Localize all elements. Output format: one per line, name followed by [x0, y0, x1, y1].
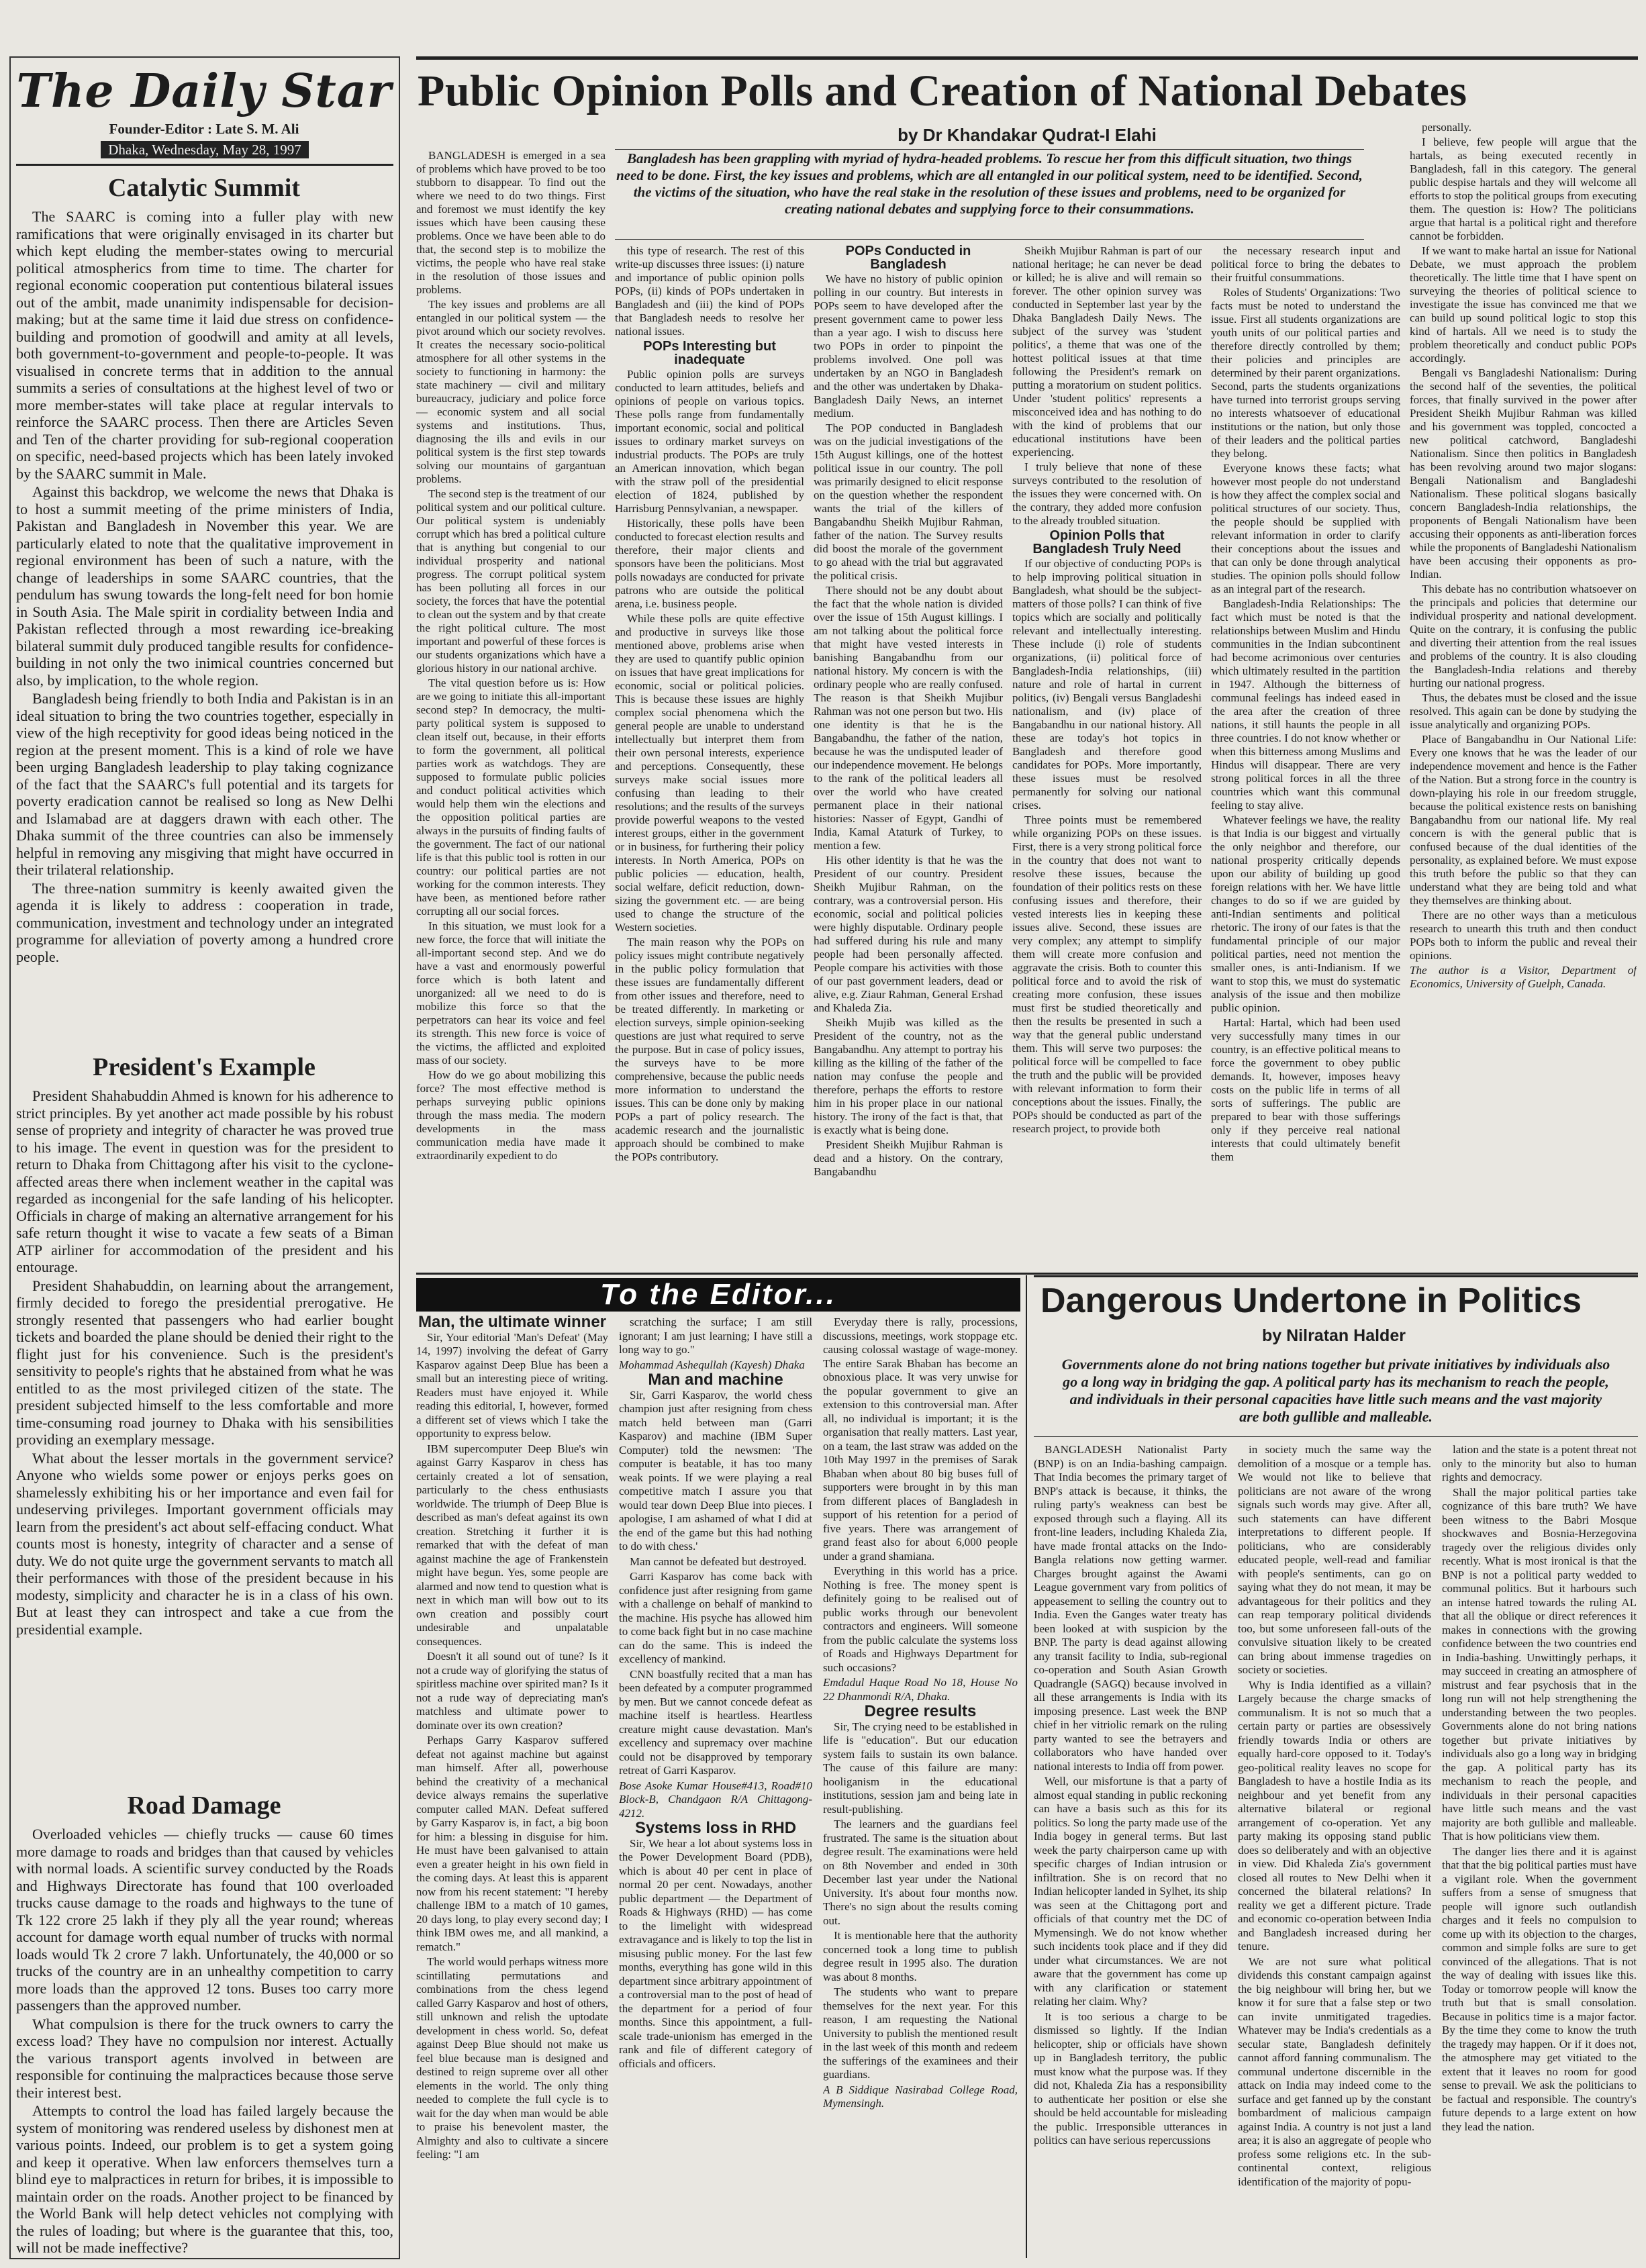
paragraph: There should not be any doubt about the fact that the whole nation is divided over the issue of 15th August killings. I am not talking about the political force that might have vested interests in banishing Bangabandhu from our national history. My concern is with the ordinary people who are really confused. The reason is that Sheikh Mujibur Rahman was not one person but two. His one identity is that he is the Bangabandhu, the father of the nation, because he was the undisputed leader of our independence movement. He belongs to the rank of the political leaders all over the world who have created permanent place in their national histories: Nasser of Egypt, Gandhi of India, Kamal Ataturk of Turkey, to mention a few. — [814, 584, 1003, 852]
feature-column-6 — [1410, 121, 1637, 1269]
letters-column-1 — [416, 1316, 608, 2258]
paragraph: Sir, The crying need to be established in life is "education". But our education system fails to sustain its own balance. The cause of this failure are many: hooliganism in the educational institutions, session jam and being late in result-publishing. — [823, 1720, 1018, 1816]
paragraph: In this situation, we must look for a new force, the force that will initiate the all-important second step. And we do have a vast and enormously powerful force which is both latent and unorganized: all we need to do is mobilize this force so that the perpetrators can hear its voice and feel its strength. This new force is voice of the victims, the afflicted and exploited mass of our society. — [416, 920, 606, 1067]
editorial-body-catalytic-summit — [16, 208, 393, 1040]
paragraph: Sir, We hear a lot about systems loss in the Power Development Board (PDB), which is about 40 per cent in place of normal 20 per cent. Nowadays, another public department — the Department of Roads & Highways (RHD) — has come to the limelight with widespread extravagance and is likely to top the list in misusing public money. For the last few months, everything has gone wild in this department since arbitrary appointment of a controversial man to the post of head of the department for a period of four months. Since this appointment, a full-scale trade-unionism has emerged in the rank and file of different category of officials and officers. — [619, 1836, 812, 2070]
paragraph: President Shahabuddin Ahmed is known for his adherence to strict principles. By yet another act made possible by his robust sense of propriety and integrity of character he was proved true to his image. The event in question was for the president to return to Dhaka from Chittagong after his visit to the cyclone-affected areas there when inclement weather in the capital was regarded as incongenial for the safe landing of his helicopter. Officials in charge of making an alternative arrangement for his safe return thought it wise to vacate a few seats of a Biman ATP airliner for accommodation of the president and his entourage. — [16, 1087, 393, 1275]
paragraph: Sheikh Mujibur Rahman is part of our national heritage; he can never be dead or killed; he is alive and will remain so forever. The other opinion survey was conducted in September last year by the Dhaka Bangladesh Daily News. The subject of the survey was 'student politics', a theme that was one of the hottest political issues at that time following the President's remark on putting a moratorium on student politics. Under 'student politics' represents a misconceived idea and has nothing to do with the kind of problems that our educational institutions have been experiencing. — [1012, 244, 1202, 458]
paragraph: Attempts to control the load has failed largely because the system of monitoring was rendered useless by dishonest men at various points. Indeed, our problem is to get a system going and keep it operative. When law enforcers themselves turn a blind eye to malpractices in return for bribes, it is impossible to maintain order on the roads. Another project to be financed by the World Bank will help detect vehicles not complying with the rules of loading; but where is the guarantee that this, too, will not be made ineffective? — [16, 2102, 393, 2255]
editorial-title-catalytic-summit: Catalytic Summit — [107, 174, 301, 202]
paragraph: in society much the same way the demolition of a mosque or a temple has. We would not like to believe that politicians are not aware of the wrong signals such words may give. After all, such statements can have different interpretations to different people. If politicians, who are considerably educated people, well-read and familiar with people's sentiments, can go on saying what they do not mean, it may be advantageous for their politics and they can reap temporary political dividends too, but some unforeseen fall-outs of the convulsive situation likely to be created can bring about immense tragedies on society or societies. — [1238, 1443, 1431, 1676]
paragraph: The main reason why the POPs on policy issues might contribute negatively in the public policy formulation that these issues are fundamentally different from other issues and therefore, need to be treated differently. In marketing or election surveys, simple opinion-seeking questions are just what required to serve the purpose. But in case of policy issues, the surveys have to be more comprehensive, because the public needs more information to understand the issues. This can be done only by making POPs a part of policy research. The academic research and the journalistic approach should be combined to make the POPs contributory. — [615, 936, 804, 1163]
paragraph: This debate has no contribution whatsoever on the principals and policies that determine our individual prosperity and national development. Quite on the contrary, it is confusing the public and diverting their attention from the real issues and problems of the country. It is also clouding the Bangladesh-India relations and thereby hurting our national progress. — [1410, 583, 1637, 689]
paragraph: Against this backdrop, we welcome the news that Dhaka is to host a summit meeting of the prime ministers of India, Pakistan and Bangladesh in November this year. We are particularly elated to note that the qualitative improvement in regional environment has been of such a nature, with the change of leaderships in some SAARC countries, that the pendulum has swung towards the long-felt need for bon homie in South Asia. The Male spirit in cordiality between India and Pakistan reflected through a most rewarding ice-breaking bilateral summit duly produced tangible results for confidence-building in not only the two inimical countries concerned but also, by implication, to the whole region. — [16, 483, 393, 689]
feature-title: Public Opinion Polls and Creation of National Debates — [418, 66, 1467, 115]
paragraph: There are no other ways than a meticulous research to unearth this truth and then conduct POPs both to inform the public and reveal their opinions. — [1410, 909, 1637, 962]
paragraph: BANGLADESH Nationalist Party (BNP) is on an India-bashing campaign. That India becomes the primary target of BNP's attack is because, it thinks, the ruling party's weakness can best be exposed through such a flaying. All its front-line leaders, including Khaleda Zia, have made frontal attacks on the Indo-Bangla relations now getting warmer. Charges brought against the Awami League government vary from politics of appeasement to selling the country out to India. Even the Ganges water treaty has been looked at with suspicion by the BNP. The party is dead against allowing any transit facility to India, sub-regional co-operation and South Asian Growth Quadrangle (SAGQ) because involved in all these arrangements is India with its imposing presence. Last week the BNP chief in her vitriolic remark on the ruling party wanted to see the betrayers and collaborators who have handed over national interests to India off from power. — [1034, 1443, 1227, 1773]
paragraph: We have no history of public opinion polling in our country. But interests in POPs seem to have developed after the present government came to power less than a year ago. I wish to discuss here two POPs in order to pinpoint the problems involved. One poll was undertaken by an NGO in Bangladesh and the other was undertaken by Dhaka-Bangladesh Daily News, an internet medium. — [814, 273, 1003, 420]
paragraph: Three points must be remembered while organizing POPs on these issues. First, there is a very strong political force in the country that does not want to resolve these issues, because the foundation of their politics rests on these confusing issues and therefore, their vested interests lies in keeping these issues alive. Second, these issues are very complex; any attempt to simplify them will create more confusion and aggravate the crisis. Both to counter this political force and to avoid the risk of creating more confusion, these issues must first be studied theoretically and then the results be presented in such a way that the general public understand them. This will serve two purposes: the political force will be compelled to face the truth and the public will be provided with relevant information to form their conceptions about the issues. Finally, the POPs should be conducted as part of the research project, to provide both — [1012, 813, 1202, 1135]
paragraph: We are not sure what political dividends this constant campaign against the big neighbour will bring her, but we know it for sure that a false step or two can invite unmitigated tragedies. Whatever may be India's credentials as a secular state, Bangladesh definitely cannot afford fanning communalism. The communal undertone discernible in the attack on India may indeed come to the surface and get fanned up by the constant bombardment of malicious campaign against India. A country is not just a land area; it is also an aggregate of people who profess some religions etc. In the sub-continental context, religious identification of the majority of popu- — [1238, 1955, 1431, 2188]
paragraph: The second step is the treatment of our political system and our political culture. Our political system is undeniably corrupt which has bred a political culture that is anything but congenial to our individual prosperity and national progress. The corrupt political system has been polluting all forces in our society, the forces that have the potential to clean out the system and by that create the right political culture. The most important and powerful of these forces is our students organizations which have a glorious history in our national archive. — [416, 487, 606, 675]
paragraph: While these polls are quite effective and productive in surveys like those mentioned above, problems arise when they are used to quantify public opinion on issues that have great implications for economic, social or political policies. This is because these issues are highly complex social phenomena which the general people are unable to understand intellectually but interpret them from their own personal interests, experience and perceptions. Consequently, these surveys make social issues more confusing than leading to their resolutions; and the results of the surveys provide powerful weapons to the vested interest groups, either in the government or in business, for furthering their policy interests. In North America, POPs on public policies — education, health, social welfare, deficit reduction, down-sizing the government etc. — are being used to change the structure of the Western societies. — [615, 612, 804, 934]
paragraph: Whatever feelings we have, the reality is that India is our biggest and virtually the only neighbor and therefore, our national prosperity critically depends upon our ability of building up good foreign relations with her. We have little changes to do so if we are guided by anti-Indian sentiments and political rhetoric. The irony of our fates is that the fundamental principle of our major political parties, need not mention the smaller ones, is anti-Indianism. If we want to stop this, we must do systematic analysis of the issue and then mobilize public opinion. — [1211, 813, 1400, 1014]
paragraph: The POP conducted in Bangladesh was on the judicial investigations of the 15th August killings, one of the hottest political issue in our country. The poll was primarily designed to elicit response on the question whether the respondent wants the trial of the killers of Bangabandhu Sheikh Mujibur Rahman, father of the nation. The Survey results did boost the morale of the government to go ahead with the trial but aggravated the political crisis. — [814, 422, 1003, 582]
feature-deck-rule-bottom — [615, 239, 1364, 240]
paragraph: If we want to make hartal an issue for National Debate, we must approach the problem theoretically. The little time that I have spent on surveying the theories of political science to investigate the issue has convinced me that we can build up sound political logic to stop this kind of hartals. All we need is to study the problem theoretically and conduct public POPs accordingly. — [1410, 244, 1637, 364]
feature-column-5 — [1211, 244, 1400, 1269]
paragraph: President Sheikh Mujibur Rahman is dead and a history. On the contrary, Bangabandhu — [814, 1138, 1003, 1178]
paragraph: Historically, these polls have been conducted to forecast election results and therefore, their major clients and sponsors have been the politicians. Most polls nowadays are conducted for private patrons who are outside the political arena, i.e. business people. — [615, 517, 804, 610]
paragraph: Why is India identified as a villain? Largely because the charge smacks of communalism. It is not so much that a certain party or parties are obsessively friendly towards India or others are equally hard-core opposed to it. Today's geo-political reality leaves no scope for Bangladesh to have a hostile India as its neighbour and yet benefit from any alternative bilateral or regional arrangement of co-operation. Yet any party making its opposing stand public does so deliberately and with an objective in view. Did Khaleda Zia's government closed all routes to New Delhi when it concerned the bilateral relations? In reality we get a different picture. Trade and economic co-operation between India and Bangladesh increased during her tenure. — [1238, 1678, 1431, 1953]
paragraph: Overloaded vehicles — chiefly trucks — cause 60 times more damage to roads and bridges than that caused by vehicles with normal loads. A scientific survey conducted by the Roads and Highways Directorate has found that 100 overloaded trucks cause damage to the roads and highways to the tune of Tk 122 crore 25 lakh if they ply all the year round; whereas account for damage worth equal number of trucks with normal loads would Tk 2 crore 7 lakh. Unfortunately, the 40,000 or so trucks of the country are in an unhealthy competition to carry more loads than the approved 12 tons. Buses too carry more passengers than the approved number. — [16, 1826, 393, 2014]
subheading: POPs Conducted in Bangladesh — [845, 244, 971, 272]
paragraph: CNN boastfully recited that a man has been defeated by a computer programmed by men. But we cannot concede defeat as machine itself is heartless. Heartless creature might cause devastation. Man's excellency and supremacy over machine could not be disapproved by temporary retreat of Garri Kasparov. — [619, 1667, 812, 1777]
second-feature-deck-rule — [1034, 1436, 1638, 1437]
paragraph: Doesn't it all sound out of tune? Is it not a crude way of glorifying the status of spiritless machine over spirited man? Is it not a rude way of depreciating man's matchless and ultimate power to dominate over its own creation? — [416, 1650, 608, 1732]
paragraph: Everyone knows these facts; what however most people do not understand is how they affect the complex social and political structures of our society. Thus, the people should be supplied with relevant information in order to clarify their conceptions about the issues and that can only be done through analytical studies. The opinion polls should follow as an integral part of the research. — [1211, 462, 1400, 595]
letter-signature: Bose Asoke Kumar House#413, Road#10 Block-B, Chandgaon R/A Chittagong-4212. — [619, 1779, 812, 1820]
paragraph: lation and the state is a potent threat not only to the minority but also to human rights and democracy. — [1442, 1443, 1637, 1483]
editorial-body-presidents-example — [16, 1087, 393, 1913]
letters-column-3 — [823, 1316, 1018, 2258]
second-feature-column-2 — [1238, 1443, 1431, 2258]
paragraph: Everyday there is rally, processions, discussions, meetings, work stoppage etc. causing colossal wastage of wage-money. The entire Sarak Bhaban has become an obnoxious place. It was very unwise for the popular government to give an extension to this controversial man. After all, no individual is important; it is the organisation that really matters. Last year, on a team, the last straw was added on the 10th May 1997 in the premises of Sarak Bhaban when about 80 big buses full of supporters were brought in by this man from different places of Bangladesh in support of his retention for a period of five years. There was arrangement of grand feast also for about 6,000 people under a grand shamiana. — [823, 1316, 1018, 1563]
letters-column-2 — [619, 1316, 812, 2258]
second-feature-byline: by Nilratan Halder — [1262, 1326, 1406, 1345]
paragraph: Perhaps Garry Kasparov suffered defeat not against machine but against man himself. After all, powerhouse behind the creativity of a mechanical device always remains the superlative computer called MAN. Defeat suffered by Garry Kasparov is, in fact, a big boon for him: a blessing in disguise for him. He must have been galvanised to attain even a greater height in his own field in the coming days. At least this is apparent now from his recent statement: "I hereby challenge IBM to a match of 10 games, 20 days long, to play every second day; I think IBM owes me, and all mankind, a rematch." — [416, 1734, 608, 1953]
letter-signature: Emdadul Haque Road No 18, House No 22 Dhanmondi R/A, Dhaka. — [823, 1676, 1018, 1703]
paragraph: If our objective of conducting POPs is to help improving political situation in Bangladesh, what should be the subject-matters of those polls? I can think of five topics which are socially and politically relevant and intellectually interesting. These include (i) role of students organizations, (ii) political force of Bangladesh-India relationships, (iii) nature and role of hartal in current politics, (iv) Bengali versus Bangladeshi nationalism, and (iv) place of Bangabandhu in our national history. All these are today's hot topics in Bangladesh and therefore good candidates for POPs. More importantly, these issues must be resolved permanently for solving our national crises. — [1012, 557, 1202, 811]
paragraph: Bangladesh being friendly to both India and Pakistan is in an ideal situation to bring the two countries together, especially in view of the high receptivity for good ideas being noticed in the region at the present moment. This is a kind of role we have been urging Bangladesh leadership to play taking cognizance of the fact that the SAARC's full potential and its targets for poverty eradication cannot be realised so long as New Delhi and Islamabad are at daggers drawn with each other. The Dhaka summit of the three countries can also be immensely helpful in removing any misgiving that might have occurred in their trilateral relationship. — [16, 690, 393, 878]
paragraph: BANGLADESH is emerged in a sea of problems which have proved to be too stubborn to disappear. To find out the where we need to do two things. First and foremost we must identify the key issues which have been causing these problems. Once we have been able to do that, the second step is to mobilize the victims, the people who have real stake in the resolution of those issues and problems. — [416, 149, 606, 296]
paragraph: personally. — [1422, 121, 1471, 134]
second-feature-title: Dangerous Undertone in Politics — [1040, 1281, 1582, 1320]
letter-title: Man, the ultimate winner — [418, 1316, 607, 1331]
paragraph: Sheikh Mujib was killed as the President of the country, not as the Bangabandhu. Any attempt to portray his killing as the killing of the father of the nation may confuse the people and therefore, perhaps the efforts to restore him in his proper place in our national history. The irony of the fact is that, that is exactly what is being done. — [814, 1016, 1003, 1136]
paragraph: It is too serious a charge to be dismissed so lightly. If the Indian helicopter, ship or officials have shown up in Bangladesh territory, the public must know what the purpose was. If they did not, Khaleda Zia has a responsibility to authenticate her position or else she should be held accountable for misleading the public. Irresponsible utterances in politics can have serious repercussions — [1034, 2010, 1227, 2147]
letter-signature: Mohammad Ashequllah (Kayesh) Dhaka — [619, 1358, 805, 1371]
feature-column-2 — [615, 244, 804, 1269]
paragraph: the necessary research input and political force to bring the debates to their fruitful consummations. — [1211, 244, 1400, 284]
paragraph: Garri Kasparov has come back with confidence just after resigning from game with a challenge on behalf of mankind to the machine. His psyche has allowed him to come back fight but in no case machine can do the same. This is indeed the excellency of mankind. — [619, 1570, 812, 1665]
paragraph: Place of Bangabandhu in Our National Life: Every one knows that he was the leader of our independence movement and hence is the Father of the Nation. But a strong force in the country is down-playing his role in our freedom struggle, because the political existence rests on banishing Bangabandhu from our national life. My real concern is with the general public that is confused because of the dual identities of the personality, as explained before. We must expose this truth before the public so that they can understand what they are being told and what they themselves are thinking about. — [1410, 733, 1637, 907]
feature-deck-rule-top — [615, 149, 1364, 150]
letter-title: Systems loss in RHD — [634, 1819, 797, 1837]
paragraph: Roles of Students' Organizations: Two facts must be noted to understand the issue. First all students organizations are youth units of our political parties and therefore directly controlled by them; their policies and principles are determined by their parent organizations. Second, parts the students organizations have turned into terrorist groups serving no interests whatsoever of educational institutions or the nation, but only those of their leaders and the political parties they belong. — [1211, 286, 1400, 460]
letter-title: Degree results — [864, 1702, 977, 1720]
section-vertical-rule — [1026, 1275, 1027, 2258]
paragraph: The world would perhaps witness more scintillating permutations and combinations from the chess legend called Garry Kasparov and host of others, still unknown and relish the uptodate development in chess world. So, defeat against Deep Blue should not make us feel blue because man is designed and destined to reign supreme over all other elements in the world. The only thing needed to complete the full cycle is to wait for the day when man would be able to praise his benevolent master, the Almighty and also to cultivate a sincere feeling: "I am — [416, 1955, 608, 2161]
paragraph: The key issues and problems are all entangled in our political system — the pivot around which our society revolves. It creates the necessary socio-political atmosphere for all other systems in the society to functioning in harmony: the state machinery — civil and military bureaucracy, judiciary and police force — economic system and all social systems and institutions. Thus, diagnosing the ills and evils in our political system is the first step towards solving our mountains of gargantuan problems. — [416, 298, 606, 485]
paragraph: I truly believe that none of these surveys contributed to the resolution of the issues they were concerned with. On the contrary, they added more confusion to the already troubled situation. — [1012, 460, 1202, 527]
paragraph: What about the lesser mortals in the government service? Anyone who wields some power or enjoys perks goes on shamelessly exhibiting his or her importance and even fail for undeserving privileges. Important government officials may learn from the president's act about self-effacing conduct. What counts most is honesty, integrity of character and a sense of duty. We do not quite urge the government servants to match all their performances with those of the president because in his modesty, simplicity and character he is in a class of his own. But at least they can introspect and take a cue from the presidential example. — [16, 1449, 393, 1638]
paragraph: The vital question before us is: How are we going to initiate this all-important second step? In democracy, the multi-party political system is supposed to clean itself out, because, in their efforts to form the government, all political parties work as watchdogs. They are supposed to formulate public policies and conduct political activities which would help them win the elections and the opposition political parties are always in the pursuits of finding faults of the government. The fact of our national life is that this public tool is rotten in our country: our political parties are not working for the common interests. They have been, as mentioned before rather corrupting all our social forces. — [416, 677, 606, 918]
paragraph: How do we go about mobilizing this force? The most effective method is perhaps surveying public opinions through the mass media. The modern developments in the mass communication media have made it extraordinarily expedient to do — [416, 1069, 606, 1162]
second-feature-deck: Governments alone do not bring nations together but private initiatives by individuals also go a long way in bridging the gap. A political party has its mechanism to reach the people, and individuals in their personal capacities have little such means and the vast majority are both gullible and malleable. — [1061, 1356, 1610, 1425]
second-feature-column-1 — [1034, 1443, 1227, 2258]
feature-column-3 — [814, 244, 1003, 1269]
paragraph: Thus, the debates must be closed and the issue resolved. This again can be done by studying the issue analytically and organizing POPs. — [1410, 691, 1637, 731]
feature-column-4 — [1012, 244, 1202, 1269]
letters-banner: To the Editor... — [416, 1278, 1020, 1312]
paragraph: Sir, Garri Kasparov, the world chess champion just after resigning from chess match held between man (Garri Kasparov) and machine (IBM Super Computer) told the newsmen: 'The computer is beatable, it has too many weak points. If we were playing a real competitive match I assure you that would tear down Deep Blue into pieces. I apologise, I am ashamed of what I did at the end of the game but this had nothing to do with chess.' — [619, 1388, 812, 1552]
paragraph: Everything in this world has a price. Nothing is free. The money spent is definitely going to be realised out of public works through our benevolent contractors and engineers. Will someone from the public calculate the systems loss of Roads and Highways Department for such occasions? — [823, 1565, 1018, 1674]
paragraph: IBM supercomputer Deep Blue's win against Garry Kasparov in chess has certainly created a lot of sensation, particularly to the chess enthusiasts worldwide. The triumph of Deep Blue is described as man's defeat against its own creation. Stretching it further it is remarked that with the defeat of man against machine the age of Frankenstein might have begun. Yes, some people are alarmed and now tend to question what is next in which man will bow out to its own creation and possibly court undesirable and unpalatable consequences. — [416, 1442, 608, 1648]
paragraph: Well, our misfortune is that a party of almost equal standing in public reckoning can have a basis such as this for its politics. So long the party made use of the India bogey in general terms. But last week the party chairperson came up with specific charges of Indian intrusion or infiltration. She is on record that no Indian helicopter landed in Sylhet, its ship was seen at the Chittagong port and officials of that country met the DC of Mymensingh. We do not know whether such incidents took place and if they did under what circumstances. We are not aware that the government has come up with any clarification or statement relating her claim. Why? — [1034, 1775, 1227, 2008]
paragraph: What compulsion is there for the truck owners to carry the excess load? They have no compulsion nor interest. Actually the various transport agents involved in between are responsible for continuing the malpractices because those serve their interest best. — [16, 2015, 393, 2101]
letter-signature: A B Siddique Nasirabad College Road, Mymensingh. — [823, 2083, 1018, 2110]
paragraph: The students who want to prepare themselves for the next year. For this reason, I am requesting the National University to publish the mentioned result in the last week of this month and redeem the sufferings of the examinees and their guardians. — [823, 1985, 1018, 2081]
editorial-title-road-damage: Road Damage — [127, 1791, 281, 1820]
letter-title: Man and machine — [648, 1371, 783, 1389]
masthead-rule — [16, 164, 393, 166]
paragraph: It is mentionable here that the authority concerned took a long time to publish degree result in 1995 also. The duration was about 8 months. — [823, 1929, 1018, 1983]
masthead-founder: Founder-Editor : Late S. M. Ali — [109, 121, 299, 137]
paragraph: The danger lies there and it is against that that the big political parties must have a vigilant role. When the government suffers from a sense of smugness that people will ignore such outlandish charges and it feels no compulsion to come up with its objection to the charges, common and simple folks are sure to get convinced of the allegations. That is not the way of dealing with issues like this. Today or tomorrow people will know the truth but that is small consolation. Because in politics time is a major factor. By the time they come to know the truth the tragedy may happen. Or if it does not, the atmosphere may get vitiated to the extent that it leaves no room for good sense to prevail. We ask the politicians to be factual and responsible. The country's future depends to a large extent on how they lead the nation. — [1442, 1844, 1637, 2133]
paragraph: Bangladesh-India Relationships: The fact which must be noted is that the relationships between Muslim and Hindu communities in the Indian subcontinent had become acrimonious over centuries which ultimately resulted in the partition in 1947. Although the bitterness of communal feelings has indeed eased in the area after the creation of three nations, it still haunts the people in all three countries. I do not know whether or when this bitterness among Muslims and Hindus will disappear. There are very strong political forces in all the three countries which want this communal feeling to stay alive. — [1211, 597, 1400, 811]
paragraph: I believe, few people will argue that the hartals, as being executed recently in Bangladesh, fall in this category. The general public despise hartals and they will welcome all efforts to stop the political groups from executing them. The question is: How? The politicians argue that hartal is a political right and therefore cannot be forbidden. — [1410, 136, 1637, 242]
paragraph: scratching the surface; I am still ignorant; I am just learning; I have still a long way to go." — [619, 1316, 812, 1356]
feature-deck: Bangladesh has been grappling with myriad of hydra-headed problems. To rescue her from this difficult situation, two things need to be done. First, the key issues and problems, which are all entangled in our political system, need to be identified. Second, the victims of the situation, who have the real stake in the resolution of these issues and problems, need to be organized for creating national debates and supplying force to their consummations. — [616, 150, 1363, 217]
paragraph: The learners and the guardians feel frustrated. The same is the situation about degree result. The examinations were held on 8th November and ended in 30th December last year under the National University. It's about four months now. There's no sign about the results coming out. — [823, 1818, 1018, 1927]
paragraph: Hartal: Hartal, which had been used very successfully many times in our country, is an effective political means to force the government to obey public demands. It, however, imposes heavy costs on the public life in terms of all sorts of sufferings. The public are prepared to bear with those sufferings only if they perceive real national interests that could ultimately benefit them — [1211, 1016, 1400, 1163]
paragraph: Sir, Your editorial 'Man's Defeat' (May 14, 1997) involving the defeat of Garry Kasparov against Deep Blue has been a small but an interesting piece of writing. Readers must have enjoyed it. While reading this editorial, I, however, formed a different set of views which I take the opportunity to express below. — [416, 1330, 608, 1440]
paragraph: Man cannot be defeated but destroyed. — [630, 1555, 807, 1568]
paragraph: The three-nation summitry is keenly awaited given the agenda it is likely to address : cooperation in trade, communication, investment and technology under an integrated programme for alleviation of poverty among a hundred crore people. — [16, 879, 393, 965]
feature-byline: by Dr Khandakar Qudrat-I Elahi — [898, 125, 1157, 145]
paragraph: Shall the major political parties take cognizance of this bare truth? We have been witness to the Babri Mosque shockwaves and Bosnia-Herzegovina tragedy over the religious divides only recently. What is most ironical is that the BNP is not a political party wedded to communal politics. But it harbours such an intense hatred towards the ruling AL that all the oblique or direct references it makes in connections with the growing confidence between the two countries end in India-bashing. Unwittingly perhaps, it may succeed in creating an atmosphere of mistrust and fear psychosis that in the long run will not help strengthening the understanding between the two peoples. Governments alone do not bring nations together but private initiatives by individuals also go a long way in bridging the gap. A political party has its mechanism to reach the people, and individuals in their personal capacities have little such means and the vast majority are both gullible and malleable. That is how politicians view them. — [1442, 1485, 1637, 1842]
paragraph: The SAARC is coming into a fuller play with new ramifications that were originally envisaged in its charter but which kept eluding the member-states owing to mercurial political atmospherics from time to time. The charter for regional economic cooperation put contentious bilateral issues out of the ambit, made unanimity indispensable for decision-making; but at the same time it laid due stress on confidence-building and promotion of goodwill and amity at all levels, both government-to-government and people-to-people. It was visualised in concrete terms that in addition to the annual summits a series of consultations at the highest level of two or more member-states will take place at regular intervals to reinforce the SAARC process. Then there are Articles Seven and Ten of the charter providing for sub-regional cooperation on specific, need-based projects which has been lately invoked by the SAARC summit in Male. — [16, 208, 393, 482]
feature-top-rule — [416, 56, 1638, 60]
editorial-body-road-damage — [16, 1826, 393, 2255]
second-feature-column-3 — [1442, 1443, 1637, 2258]
paragraph: Public opinion polls are surveys conducted to learn attitudes, beliefs and opinions of people on various topics. These polls range from fundamentally important economic, social and political issues to ordinary market surveys on industrial products. The POPs are truly an American innovation, which began with the straw poll of the presidential election of 1824, published by Harrisburg Pennsylvanian, a newspaper. — [615, 368, 804, 515]
subheading: POPs Interesting but inadequate — [643, 339, 776, 367]
subheading: Opinion Polls that Bangladesh Truly Need — [1032, 528, 1181, 556]
paragraph: His other identity is that he was the President of our country. President Sheikh Mujibur Rahman, on the contrary, was a controversial person. His economic, social and political policies were highly disputable. Ordinary people had suffered during his rule and many people had been personally affected. People compare his activities with those of our past government leaders, dead or alive, e.g. Ziaur Rahman, General Ershad and Khaleda Zia. — [814, 854, 1003, 1014]
author-note: The author is a Visitor, Department of Economics, University of Guelph, Canada. — [1410, 964, 1637, 990]
feature-bottom-rule — [416, 1273, 1638, 1275]
paragraph: this type of research. The rest of this write-up discusses three issues: (i) nature and importance of public opinion polls POPs, (ii) kinds of POPs undertaken in Bangladesh and (iii) the kind of POPs that Bangladesh needs to resolve her national issues. — [615, 244, 804, 338]
second-feature-top-rule — [1034, 1275, 1638, 1277]
masthead-title: The Daily Star — [16, 64, 392, 118]
paragraph: Bengali vs Bangladeshi Nationalism: During the second half of the seventies, the political forces, that finally survived in the power after President Sheikh Mujibur Rahman was killed and his government was toppled, concocted a new political catchword, Bangladeshi Nationalism. Since then politics in Bangladesh has been revolving around two major slogans: Bengali Nationalism and Bangladeshi Nationalism. These political slogans basically concern Bangladesh-India relationships, the proponents of Bengali Nationalism have been accusing their opponents as anti-liberation forces while the proponents of Bangladeshi Nationalism have been accusing their opponents as pro-Indian. — [1410, 366, 1637, 581]
paragraph: President Shahabuddin, on learning about the arrangement, firmly decided to forego the presidential prerogative. He strongly resented that passengers who had earlier bought tickets and boarded the plane should be denied their right to the flight just for his convenience. Such is the president's sensitivity to people's rights that he abstained from what he was entitled to as the most privileged citizen of the state. The president subjected himself to the less comfortable and more time-consuming road journey to Dhaka with his sensibilities providing an exemplary message. — [16, 1277, 393, 1448]
feature-column-1 — [416, 149, 606, 1269]
editorial-title-presidents-example: President's Example — [93, 1053, 316, 1081]
masthead-dateline: Dhaka, Wednesday, May 28, 1997 — [101, 141, 309, 158]
